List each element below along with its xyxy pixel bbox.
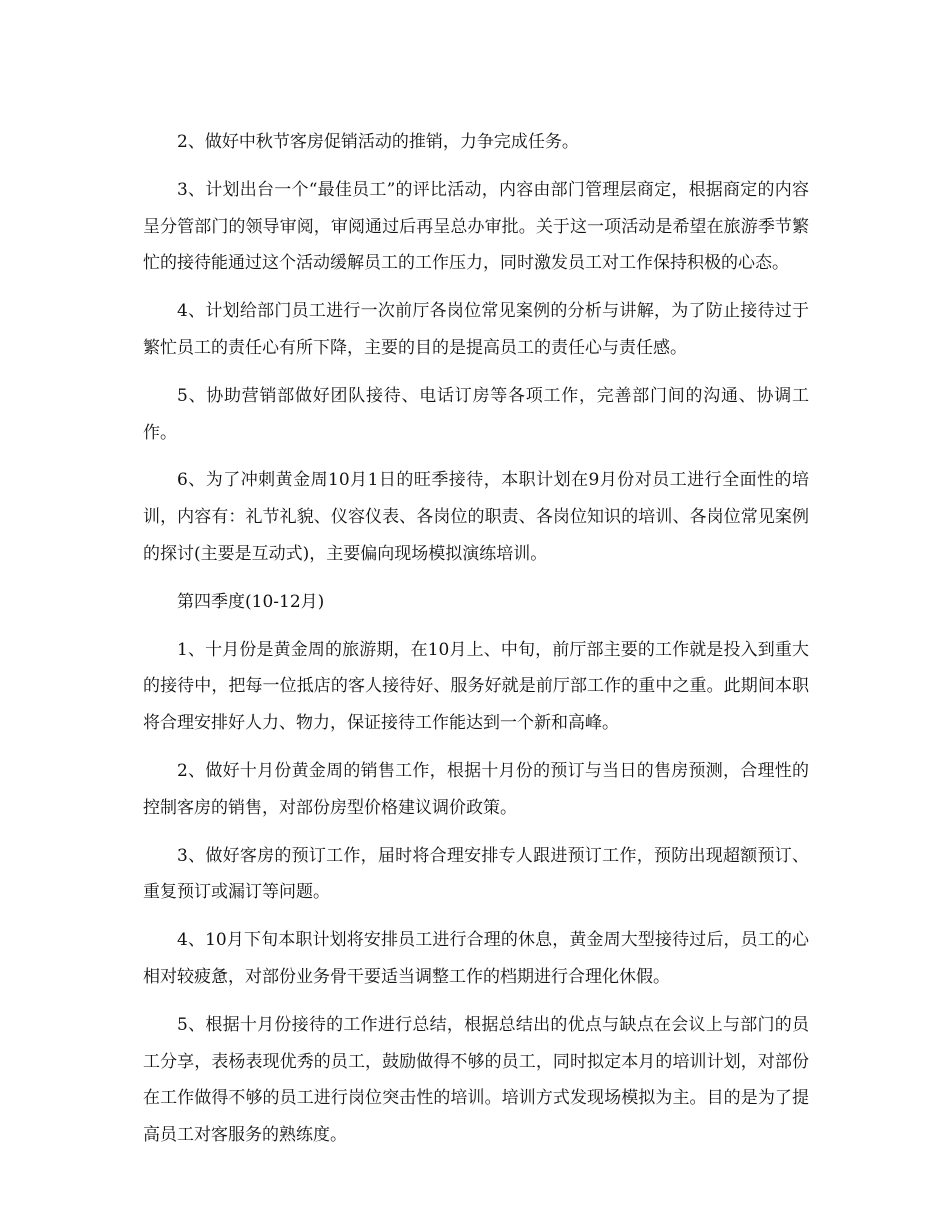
- section-heading-q4: 第四季度(10-12月): [177, 591, 325, 612]
- paragraph-item-3: 3、计划出台一个“最佳员工”的评比活动，内容由部门管理层商定，根据商定的内容呈分管部门的领导审阅，审阅通过后再呈总办审批。关于这一项活动是希望在旅游季节繁忙的接待能通过这个活动缓解员工的工作压力，同时激发员工对工作保持积极的心态。: [143, 179, 809, 274]
- q4-paragraph-4: 4、10月下旬本职计划将安排员工进行合理的休息，黄金周大型接待过后，员工的心相对较疲惫，对部份业务骨干要适当调整工作的档期进行合理化休假。: [143, 930, 809, 987]
- q4-paragraph-1: 1、十月份是黄金周的旅游期，在10月上、中旬，前厅部主要的工作就是投入到重大的接待中，把每一位抵店的客人接待好、服务好就是前厅部工作的重中之重。此期间本职将合理安排好人力、物力，保证接待工作能达到一个新和高峰。: [143, 639, 809, 734]
- paragraph-item-5: 5、协助营销部做好团队接待、电话订房等各项工作，完善部门间的沟通、协调工作。: [143, 385, 809, 443]
- q4-paragraph-2: 2、做好十月份黄金周的销售工作，根据十月份的预订与当日的售房预测，合理性的控制客房的销售，对部份房型价格建议调价政策。: [143, 760, 809, 818]
- document-body: [143, 124, 809, 1165]
- paragraph-item-6: 6、为了冲刺黄金周10月1日的旺季接待，本职计划在9月份对员工进行全面性的培训，内容有：礼节礼貌、仪容仪表、各岗位的职责、各岗位知识的培训、各岗位常见案例的探讨(主要是互动式)，主要偏向现场模拟演练培训。: [143, 470, 809, 564]
- paragraph-item-2: 2、做好中秋节客房促销活动的推销，力争完成任务。: [177, 132, 579, 152]
- q4-paragraph-3: 3、做好客房的预订工作，届时将合理安排专人跟进预订工作，预防出现超额预订、重复预订或漏订等问题。: [143, 845, 809, 903]
- q4-paragraph-5: 5、根据十月份接待的工作进行总结，根据总结出的优点与缺点在会议上与部门的员工分享，表杨表现优秀的员工，鼓励做得不够的员工，同时拟定本月的培训计划，对部份在工作做得不够的员工进行岗位突击性的培训。培训方式发现场模拟为主。目的是为了提高员工对客服务的熟练度。: [143, 1014, 809, 1146]
- paragraph-item-4: 4、计划给部门员工进行一次前厅各岗位常见案例的分析与讲解，为了防止接待过于繁忙员工的责任心有所下降，主要的目的是提高员工的责任心与责任感。: [143, 301, 809, 358]
